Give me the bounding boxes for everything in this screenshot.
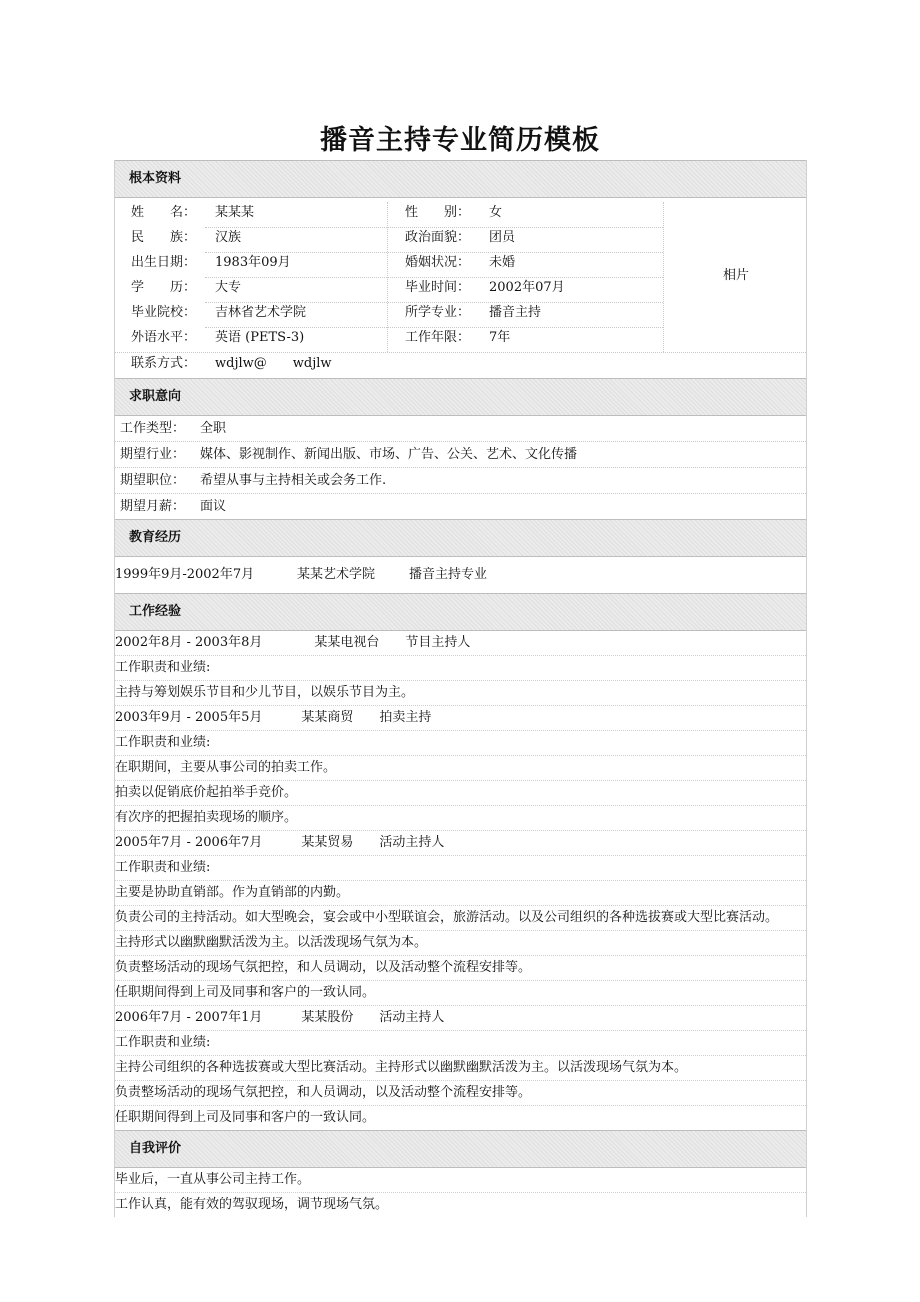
work-line: 任职期间得到上司及同事和客户的一致认同。 [115,1110,376,1125]
work-line: 负责公司的主持活动。如大型晚会，宴会或中小型联谊会，旅游活动。以及公司组织的各种选拔赛或大型比赛活动。 [115,906,806,931]
label-marital: 婚姻状况： [405,255,471,270]
list-item [115,442,806,468]
value-work-years: 7年 [489,330,511,345]
work-line: 工作职责和业绩: [115,656,806,681]
value-gender: 女 [489,205,503,220]
label-ethnicity: 民 族： [131,230,197,245]
value-name: 某某某 [215,205,255,220]
work-line: 2003年9月 - 2005年5月 某某商贸 拍卖主持 [115,706,806,731]
list-item [115,494,806,519]
label-language: 外语水平： [131,330,197,345]
work-line: 2005年7月 - 2006年7月 某某贸易 活动主持人 [115,831,806,856]
intent-list [115,416,806,519]
education-major: 播音主持专业 [409,567,488,582]
photo-placeholder: 相片 [723,268,750,283]
value-major: 播音主持 [489,305,542,320]
value-degree: 大专 [215,280,242,295]
work-line: 主持公司组织的各种选拔赛或大型比赛活动。主持形式以幽默幽默活泼为主。以活泼现场气氛为本。 [115,1056,806,1081]
value-grad-date: 2002年07月 [489,280,565,295]
label-grad-date: 毕业时间： [405,280,471,295]
intent-value: 媒体、影视制作、新闻出版、市场、广告、公关、艺术、文化传播 [200,447,578,462]
label-political: 政治面貌： [405,230,471,245]
work-line: 有次序的把握拍卖现场的顺序。 [115,806,806,831]
work-line: 负责整场活动的现场气氛把控，和人员调动，以及活动整个流程安排等。 [115,956,806,981]
work-line: 工作职责和业绩: [115,1031,806,1056]
intent-value: 希望从事与主持相关或会务工作. [200,473,387,488]
label-degree: 学 历： [131,280,197,295]
basic-info-grid [115,198,806,378]
work-line: 2006年7月 - 2007年1月 某某股份 活动主持人 [115,1006,806,1031]
label-contact: 联系方式： [131,356,197,371]
label-work-years: 工作年限： [405,330,471,345]
section-header-education: 教育经历 [115,519,806,557]
education-entry [115,557,806,593]
resume-table [114,160,807,1217]
value-birthdate: 1983年09月 [215,255,291,270]
work-line: 负责整场活动的现场气氛把控，和人员调动，以及活动整个流程安排等。 [115,1081,806,1106]
work-line: 工作职责和业绩: [115,856,806,881]
work-line: 主持形式以幽默幽默活泼为主。以活泼现场气氛为本。 [115,931,806,956]
work-line: 主持与筹划娱乐节目和少儿节目，以娱乐节目为主。 [115,681,806,706]
self-eval-line: 毕业后，一直从事公司主持工作。 [115,1168,806,1193]
value-contact: wdjlw@ wdjlw [215,356,332,371]
education-school: 某某艺术学院 [297,567,376,582]
value-ethnicity: 汉族 [215,230,242,245]
label-gender: 性 别： [405,205,471,220]
value-marital: 未婚 [489,255,516,270]
work-line: 工作职责和业绩: [115,731,806,756]
label-major: 所学专业： [405,305,471,320]
work-line: 2002年8月 - 2003年8月 某某电视台 节目主持人 [115,631,806,656]
value-language: 英语 (PETS-3) [215,330,305,345]
label-name: 姓 名： [131,205,197,220]
list-item [115,468,806,494]
intent-label: 期望行业： [120,447,186,462]
section-header-basic: 根本资料 [115,160,806,198]
self-eval-line: 工作认真，能有效的驾驭现场，调节现场气氛。 [115,1197,389,1212]
section-header-work: 工作经验 [115,593,806,631]
work-line: 拍卖以促销底价起拍举手竞价。 [115,781,806,806]
value-school: 吉林省艺术学院 [215,305,307,320]
self-eval-list [115,1168,806,1217]
value-political: 团员 [489,230,516,245]
work-line: 主要是协助直销部。作为直销部的内勤。 [115,881,806,906]
education-period: 1999年9月-2002年7月 [115,567,255,582]
work-line: 任职期间得到上司及同事和客户的一致认同。 [115,981,806,1006]
intent-value: 全职 [200,421,227,436]
intent-label: 工作类型： [120,421,186,436]
intent-label: 期望职位： [120,473,186,488]
list-item [115,416,806,442]
section-header-self: 自我评价 [115,1130,806,1168]
intent-value: 面议 [200,499,227,514]
label-birthdate: 出生日期： [131,255,197,270]
grid-divider [663,202,664,352]
intent-label: 期望月薪： [120,499,186,514]
page-title: 播音主持专业简历模板 [320,125,600,156]
label-school: 毕业院校： [131,305,197,320]
work-line: 在职期间，主要从事公司的拍卖工作。 [115,756,806,781]
section-header-intent: 求职意向 [115,378,806,416]
work-list [115,631,806,1130]
